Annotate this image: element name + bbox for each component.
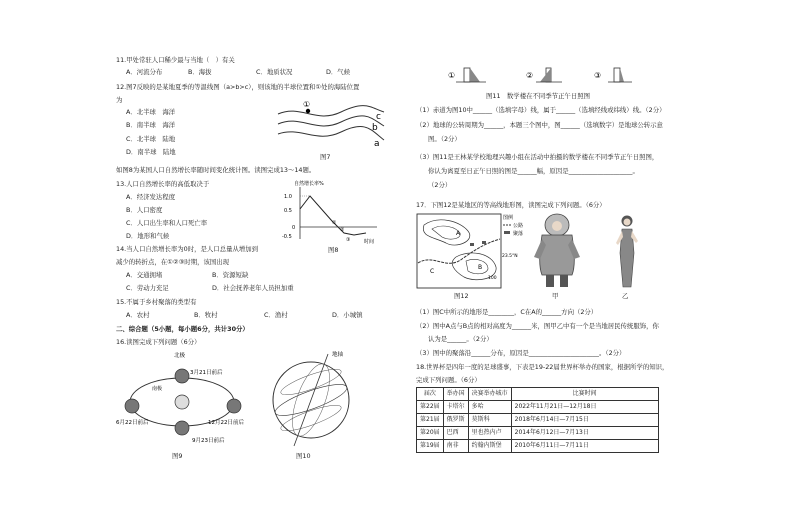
jia-left-boot bbox=[546, 275, 554, 287]
fig8-marker-1: ① bbox=[332, 220, 337, 226]
figure-9-orbit bbox=[116, 350, 251, 450]
figure-7-caption: 图7 bbox=[320, 153, 331, 161]
q11-option-c: C．地质状况 bbox=[256, 68, 293, 76]
table-cell: 第22届 bbox=[417, 401, 444, 414]
fig11-shadow-1 bbox=[470, 68, 480, 82]
q16-part1: （1）赤道为图10中______（选填字母）线，属于______（选填经线或纬线）线。（2分） bbox=[416, 106, 666, 114]
isotherm-a bbox=[278, 127, 384, 140]
figure-8-growth-chart bbox=[282, 179, 382, 245]
q15-option-d: D．小城镇 bbox=[332, 311, 363, 319]
fig8-tick-3: 0 bbox=[292, 225, 296, 231]
jia-right-boot bbox=[560, 275, 568, 287]
fig9-south-pole-label: 南极 bbox=[152, 386, 163, 392]
jia-face bbox=[552, 221, 562, 231]
table-header-edition: 届次 bbox=[417, 388, 444, 401]
figure-11-shadows bbox=[446, 64, 646, 88]
table-row bbox=[417, 427, 659, 440]
fig9-earth-top bbox=[175, 369, 189, 383]
fig12-legend-settlement: 聚落 bbox=[513, 231, 524, 237]
q15-options bbox=[126, 311, 362, 319]
table-header-row bbox=[417, 388, 659, 401]
fig8-growth-line bbox=[300, 196, 366, 235]
q16-stem: 16.读图完成下列问题（6分） bbox=[116, 338, 201, 346]
figure-jia-caption: 甲 bbox=[552, 292, 559, 300]
table-cell: 卡塔尔 bbox=[443, 401, 468, 414]
fig12-latitude: 23.5°N bbox=[502, 254, 518, 259]
table-cell: 2010年6月11日—7月11日 bbox=[511, 440, 658, 453]
figure-8-caption: 图8 bbox=[328, 246, 339, 254]
fig8-marker-2: ② bbox=[340, 227, 345, 233]
fig9-date-3: 12月22日前后 bbox=[208, 420, 244, 426]
q12-option-c: C．北半球 陆地 bbox=[126, 135, 176, 143]
q14-stem-cont: 减少的转折点，在①②③时期，该国出现 bbox=[116, 258, 230, 266]
q13-stem: 13.人口自然增长率的高低取决于 bbox=[116, 180, 210, 188]
table-cell: 多哈 bbox=[468, 401, 511, 414]
fig11-label-3: ③ bbox=[594, 71, 602, 80]
figure-10-caption: 图10 bbox=[296, 452, 311, 460]
fig8-tick-4: -0.5 bbox=[282, 234, 292, 240]
table-cell: 2018年6月14日—7月15日 bbox=[511, 414, 658, 427]
q11-option-b: B．海拔 bbox=[188, 68, 212, 76]
q17-stem: 17．下图12是某地区的等高线地形图，读图完成下列问题。（6分） bbox=[416, 201, 606, 209]
isotherm-b bbox=[278, 116, 384, 126]
fig10-earth-axis bbox=[294, 354, 328, 446]
figure-12-caption: 图12 bbox=[454, 292, 469, 300]
table-header-dates: 比赛时间 bbox=[511, 388, 658, 401]
q14-stem: 14.当人口自然增长率为0时，是人口总量从增加到 bbox=[116, 245, 259, 253]
fig12-letter-b: B bbox=[478, 264, 483, 271]
q12-stem: 12.图7反映的是某地夏季的等温线图（a>b>c），则该地的半球位置和①处的海陆位置 bbox=[116, 83, 360, 91]
q12-option-d: D．南半球 陆地 bbox=[126, 148, 176, 156]
table-row bbox=[417, 440, 659, 453]
q14-option-d: D．社会抚养老年人员担加重 bbox=[212, 284, 294, 292]
q12-option-b: B．南半球 海洋 bbox=[126, 121, 176, 129]
q16-part3-score: （2分） bbox=[428, 181, 452, 189]
q13-option-d: D．地形和气候 bbox=[126, 232, 170, 240]
table-cell: 俄罗斯 bbox=[443, 414, 468, 427]
table-cell: 南非 bbox=[443, 440, 468, 453]
fig11-label-2: ② bbox=[526, 71, 534, 80]
q16-part3-cont: 你认为离夏至日正午日照的图是______幅，原因是____________________。 bbox=[428, 167, 639, 175]
fig9-earth-left bbox=[125, 399, 139, 413]
table-cell: 莫斯科 bbox=[468, 414, 511, 427]
table-row bbox=[417, 414, 659, 427]
q11-options bbox=[126, 68, 350, 76]
q18-stem-cont: 完成下列问题。（6分） bbox=[416, 376, 481, 384]
isotherm-c bbox=[278, 106, 384, 116]
figure-yi-caption: 乙 bbox=[622, 292, 629, 300]
fig9-earth-bottom bbox=[175, 421, 189, 435]
q11-option-a: A．河流分布 bbox=[126, 68, 163, 76]
figure-7-isotherm-map bbox=[276, 100, 386, 150]
q11-option-d: D．气候 bbox=[326, 68, 351, 76]
location-dot bbox=[306, 109, 310, 113]
fig10-axis-label: 地轴 bbox=[332, 352, 344, 358]
q17-part2-cont: 认为是______。（2分） bbox=[428, 335, 493, 343]
q15-stem: 15.不属于乡村聚落的类型有 bbox=[116, 298, 197, 306]
q14-option-a: A．交通拥堵 bbox=[126, 271, 163, 279]
fig9-earth-right bbox=[227, 399, 241, 413]
q14-option-c: C．劳动力充足 bbox=[126, 284, 169, 292]
fig8-xlabel: 时间 bbox=[364, 239, 375, 245]
q15-option-c: C．渔村 bbox=[264, 311, 288, 319]
q13-option-c: C．人口出生率和人口死亡率 bbox=[126, 219, 208, 227]
q16-part3: （3）图11是王林某学校地理兴趣小组在活动中拍摄的数学楼在不同季节正午日照图， bbox=[416, 153, 659, 161]
table-header-host: 举办国 bbox=[443, 388, 468, 401]
q16-part2: （2）地球的公转周期为______，本题三个图中，图______（选填数字）是地球公转示意 bbox=[416, 121, 663, 129]
figure-12-contour-map bbox=[416, 213, 526, 289]
fig8-tick-1: 1.0 bbox=[284, 194, 292, 200]
q11-stem: 11.甲处常驻人口稀少最与当地（ ）有关 bbox=[116, 56, 235, 64]
fig8-ylabel: 自然增长率% bbox=[294, 181, 324, 187]
section-2-heading: 二、综合题（5小题，每小题6分，共计30分） bbox=[116, 325, 249, 333]
fig12-contour-label: 100 bbox=[488, 276, 497, 281]
figure-yi-qipao bbox=[612, 213, 642, 289]
fig9-north-label: 北极 bbox=[174, 353, 186, 359]
fig12-legend-settlement-symbol bbox=[504, 231, 510, 234]
table-cell: 约翰内斯堡 bbox=[468, 440, 511, 453]
table-cell: 2014年6月12日—7月13日 bbox=[511, 427, 658, 440]
fig12-legend-title: 图例 bbox=[503, 215, 514, 221]
q15-option-a: A．农村 bbox=[126, 311, 150, 319]
q12-option-a: A．北半球 海洋 bbox=[126, 108, 176, 116]
q17-part2: （2）图中A点与B点的相对高度为______米，图甲乙中有一个是当地居民传统服饰，你 bbox=[416, 322, 659, 330]
fig9-date-1: 3月21日前后 bbox=[190, 370, 223, 376]
table-cell: 第20届 bbox=[417, 427, 444, 440]
fig8-marker-3: ③ bbox=[346, 237, 351, 243]
fig7-label-b: b bbox=[372, 123, 378, 133]
q13-option-b: B．人口密度 bbox=[126, 206, 163, 214]
fig11-shadow-3 bbox=[620, 68, 624, 82]
q14-options-row2 bbox=[126, 284, 294, 292]
fig9-date-4: 9月23日前后 bbox=[192, 438, 225, 444]
table-cell: 2022年11月21日—12月18日 bbox=[511, 401, 658, 414]
fig9-sun bbox=[175, 395, 189, 409]
q14-options-row1 bbox=[126, 271, 248, 279]
fig11-building-3 bbox=[614, 68, 620, 82]
fig12-letter-a: A bbox=[456, 230, 461, 237]
fig9-date-2: 6月22日前后 bbox=[116, 420, 149, 426]
q16-part2-cont: 图。（2分） bbox=[428, 135, 461, 143]
table-row bbox=[417, 401, 659, 414]
yi-face bbox=[624, 219, 631, 226]
figure-11-caption: 图11 数学楼在不同季节正午日照图 bbox=[486, 92, 590, 100]
table-cell: 巴西 bbox=[443, 427, 468, 440]
q17-part1: （1）图C中所示的地形是________，C在A的______方向（2分） bbox=[416, 308, 598, 316]
fig7-label-c: c bbox=[376, 112, 381, 122]
jia-coat bbox=[540, 235, 575, 275]
fig12-letter-c: C bbox=[430, 268, 435, 275]
table-cell: 第21届 bbox=[417, 414, 444, 427]
fig7-label-a: a bbox=[374, 139, 380, 149]
fig12-settlement-2 bbox=[482, 241, 486, 244]
fig12-legend-road: 公路 bbox=[513, 223, 524, 229]
table-header-final-city: 决赛举办城市 bbox=[468, 388, 511, 401]
world-cup-table bbox=[416, 387, 659, 453]
q13-option-a: A．经济发达程度 bbox=[126, 193, 176, 201]
q18-stem: 18.世界杯是四年一度的足球盛事，下表是19-22届世界杯举办的国家，根据所学的知识， bbox=[416, 363, 669, 371]
q14-option-b: B．资源短缺 bbox=[212, 271, 249, 279]
fig8-tick-2: 0.5 bbox=[284, 208, 292, 214]
table-cell: 第19届 bbox=[417, 440, 444, 453]
table-cell: 里也热内卢 bbox=[468, 427, 511, 440]
figure-jia-fur-clothing bbox=[532, 213, 582, 289]
figure-9-caption: 图9 bbox=[172, 452, 183, 460]
fig11-label-1: ① bbox=[448, 71, 456, 80]
q12-stem-cont: 为 bbox=[116, 96, 123, 104]
q15-option-b: B．牧村 bbox=[194, 311, 218, 319]
figure-10-globe bbox=[266, 348, 361, 448]
fig12-settlement-1 bbox=[470, 243, 474, 246]
q17-part3: （3）图中的聚落沿______分布，原因是______________________。（2分） bbox=[416, 349, 626, 357]
fig7-marker: ① bbox=[303, 100, 311, 109]
fig11-building-1 bbox=[464, 68, 470, 82]
intro-13-14: 如图8为某国人口自然增长率随时间变化统计图。读图完成13～14题。 bbox=[116, 166, 316, 174]
